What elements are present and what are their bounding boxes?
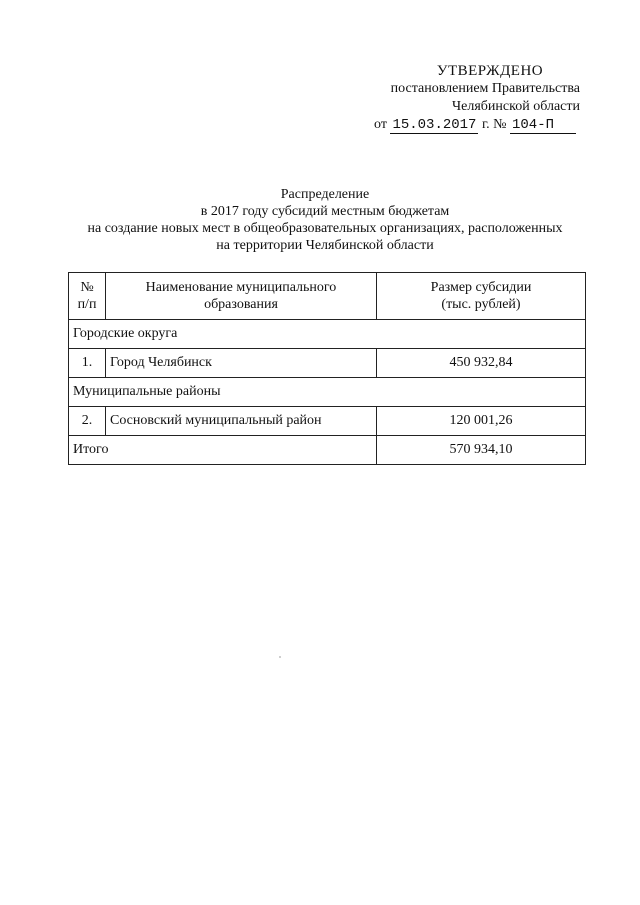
- total-amount: 570 934,10: [377, 436, 586, 465]
- total-row: [69, 436, 586, 465]
- approval-line-2: Челябинской области: [452, 99, 580, 114]
- header-num-line-2: п/п: [77, 297, 97, 312]
- decree-number: 104-П: [510, 118, 576, 134]
- subsidy-table: [68, 272, 586, 465]
- total-label: Итого: [69, 436, 377, 465]
- table-row: [69, 407, 586, 436]
- heading-line-2: в 2017 году субсидий местным бюджетам: [200, 204, 450, 219]
- header-name: [106, 273, 377, 320]
- heading-line-4: на территории Челябинской области: [216, 238, 434, 253]
- header-amount: [377, 273, 586, 320]
- heading-line-1: Распределение: [280, 187, 370, 202]
- approval-title: УТВЕРЖДЕНО: [436, 63, 544, 79]
- approval-date-line: [374, 116, 600, 134]
- scan-speck: [279, 656, 281, 658]
- decree-date: 15.03.2017: [392, 117, 477, 133]
- date-prefix: от: [374, 117, 387, 132]
- approval-stamp: [360, 62, 600, 134]
- row-name: Город Челябинск: [106, 349, 377, 378]
- header-num-line-1: №: [80, 280, 94, 295]
- date-suffix: г. №: [481, 117, 507, 132]
- approval-line-1: постановлением Правительства: [390, 81, 580, 96]
- row-num: 1.: [69, 349, 106, 378]
- row-name: Сосновский муниципальный район: [106, 407, 377, 436]
- row-amount: 450 932,84: [377, 349, 586, 378]
- header-name-line-2: образования: [204, 297, 278, 312]
- table-row: [69, 349, 586, 378]
- table-header-row: [69, 273, 586, 320]
- section-row-city-districts: [69, 320, 586, 349]
- section-label: Муниципальные районы: [69, 378, 586, 407]
- section-label: Городские округа: [69, 320, 586, 349]
- header-name-line-1: Наименование муниципального: [145, 280, 337, 295]
- row-amount: 120 001,26: [377, 407, 586, 436]
- document-heading: [60, 186, 590, 254]
- header-amount-line-1: Размер субсидии: [430, 280, 532, 295]
- heading-line-3: на создание новых мест в общеобразовательных организациях, расположенных: [87, 221, 563, 236]
- header-amount-line-2: (тыс. рублей): [441, 297, 521, 312]
- section-row-municipal-districts: [69, 378, 586, 407]
- row-num: 2.: [69, 407, 106, 436]
- header-num: [69, 273, 106, 320]
